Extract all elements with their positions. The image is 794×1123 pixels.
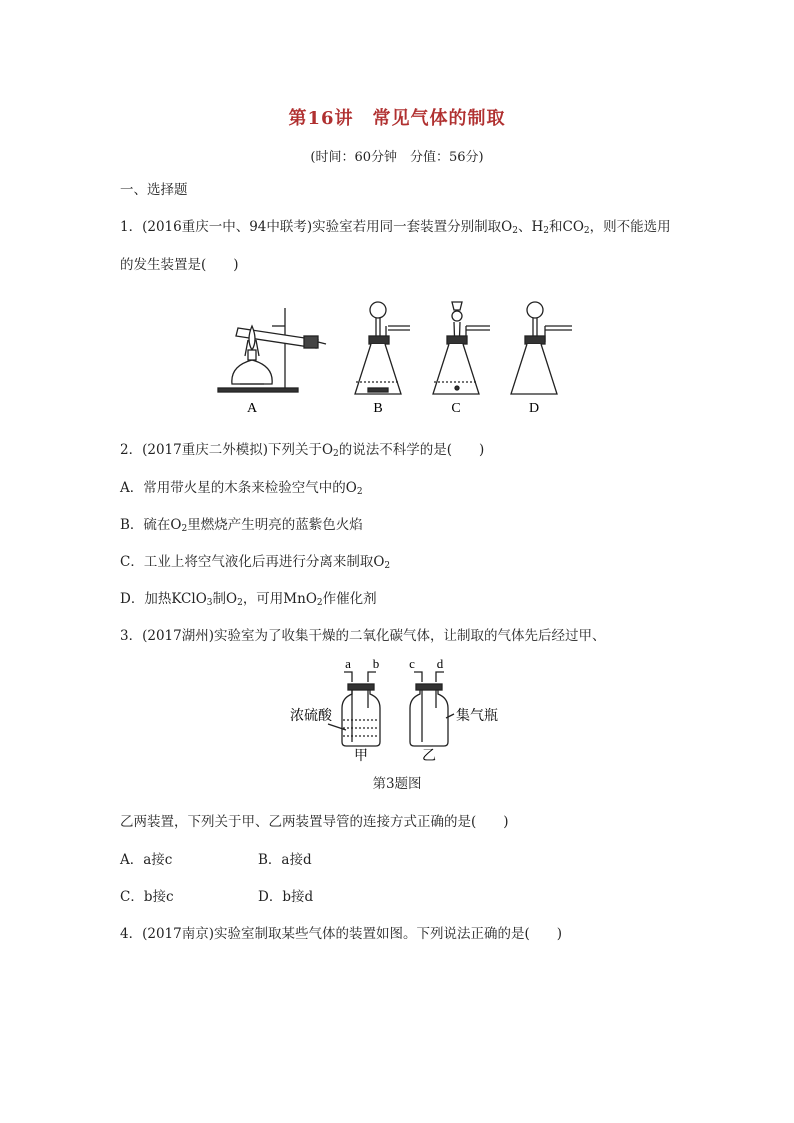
question-1-stem: 1．(2016重庆一中、94中联考)实验室若用同一套装置分别制取$O_2$、$H_2$和$CO_2$，则不能选用	[120, 219, 671, 236]
q3-bottles-figure	[286, 656, 518, 762]
page-title: 第16讲 常见气体的制取	[288, 108, 506, 129]
question-1-stem-line2: 的发生装置是( )	[120, 257, 239, 273]
question-2-option-a: A．常用带火星的木条来检验空气中的$O_2$	[120, 480, 363, 497]
section-heading: 一、选择题	[120, 182, 188, 198]
stand-base	[218, 388, 298, 392]
port-label-b: b	[372, 656, 380, 671]
q1-apparatus-figure	[210, 296, 590, 418]
page-subtitle: (时间：60分钟 分值：56分)	[310, 150, 484, 165]
question-2-stem: 2．(2017重庆二外模拟)下列关于$O_2$的说法不科学的是( )	[120, 442, 485, 459]
port-label-d: d	[436, 656, 444, 671]
bottle-name-yi: 乙	[422, 749, 436, 762]
port-label-a: a	[345, 656, 351, 671]
question-3-option-c: C．b接c	[120, 889, 174, 905]
question-2-option-c: C．工业上将空气液化后再进行分离来制取$O_2$	[120, 554, 391, 571]
fig1-label-b: B	[373, 401, 383, 416]
fig1-label-c: C	[451, 401, 461, 416]
question-2-option-b: B．硫在$O_2$里燃烧产生明亮的蓝紫色火焰	[120, 517, 363, 534]
port-label-c: c	[409, 656, 415, 671]
question-3-option-d: D．b接d	[258, 889, 314, 905]
fig1-label-a: A	[246, 401, 258, 416]
fig1-label-d: D	[528, 401, 540, 416]
figure-3-caption: 第3题图	[372, 776, 422, 792]
question-3-option-b: B．a接d	[258, 852, 312, 868]
question-3-option-a: A．a接c	[120, 852, 173, 868]
question-3-stem-cont: 乙两装置，下列关于甲、乙两装置导管的连接方式正确的是( )	[120, 814, 509, 830]
bottle-name-jia: 甲	[354, 749, 368, 762]
label-gas-collecting-bottle: 集气瓶	[456, 709, 498, 724]
question-3-stem: 3．(2017湖州)实验室为了收集干燥的二氧化碳气体，让制取的气体先后经过甲、	[120, 628, 606, 644]
label-concentrated-sulfuric-acid: 浓硫酸	[290, 709, 332, 724]
question-2-option-d: D．加热KClO$_3$制$O_2$，可用MnO$_2$作催化剂	[120, 591, 377, 608]
question-4-stem: 4．(2017南京)实验室制取某些气体的装置如图。下列说法正确的是( )	[120, 926, 563, 942]
